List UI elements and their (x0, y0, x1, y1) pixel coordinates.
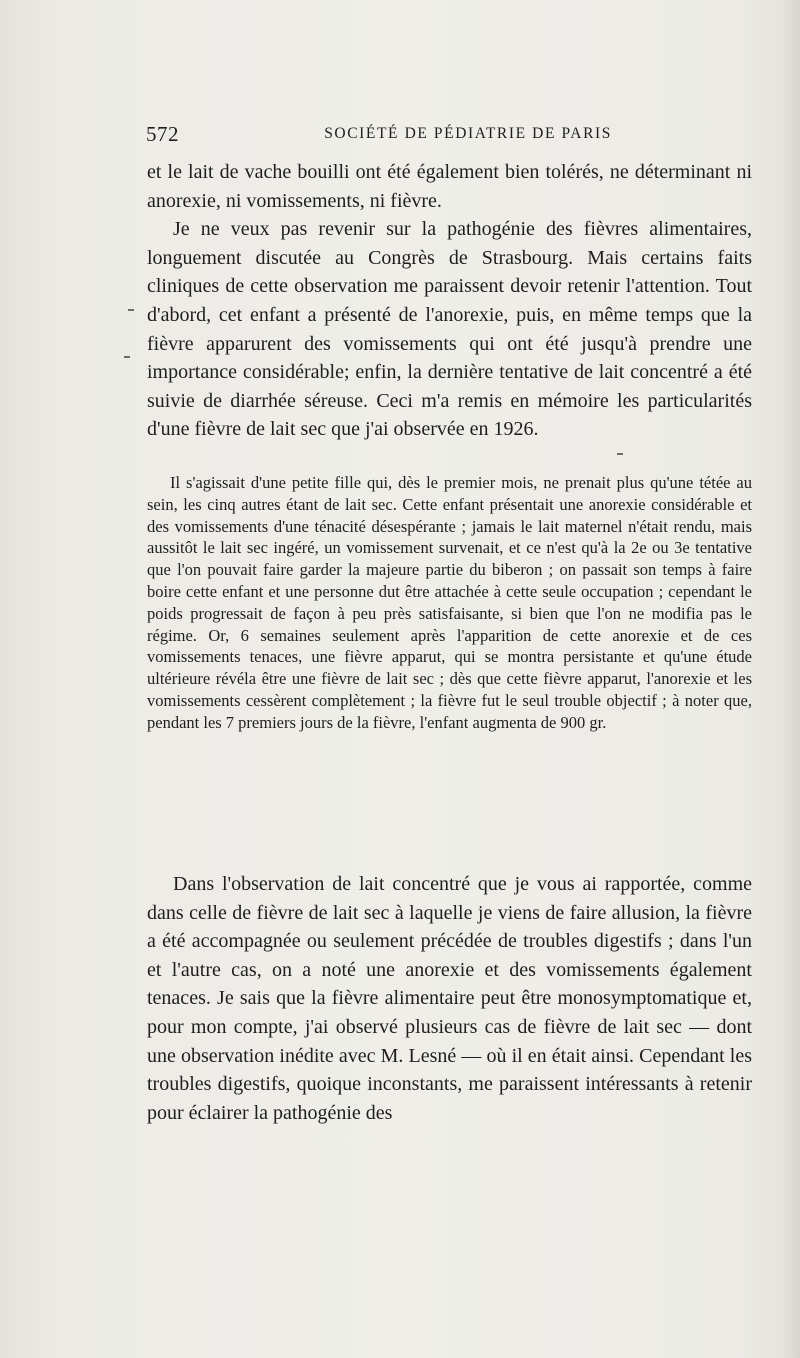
scan-shadow (782, 0, 800, 1358)
margin-mark (128, 309, 134, 311)
page-number: 572 (146, 122, 179, 146)
margin-mark (617, 453, 623, 455)
continued-paragraph: et le lait de vache bouilli ont été également bien tolérés, ne déterminant ni anorexie, ni vomissements, ni fièvre. (147, 161, 752, 212)
running-head: SOCIÉTÉ DE PÉDIATRIE DE PARIS (324, 125, 612, 142)
page-header (146, 122, 612, 146)
pathogenesis-paragraph: Je ne veux pas revenir sur la pathogénie des fièvres alimentaires, longuement discutée au Congrès de Strasbourg. Mais certains faits cliniques de cette observation me paraissent devoir retenir l'attention. Tout d'abord, cet enfant a présenté de l'anorexie, puis, en même temps que la fièvre apparurent des vomissements qui ont été jusqu'à prendre une importance considérable; enfin, la dernière tentative de lait concentré a été suivie de diarrhée séreuse. Ceci m'a remis en mémoire les particularités d'une fièvre de lait sec que j'ai observée en 1926. (147, 218, 752, 441)
discussion-paragraph: Dans l'observation de lait concentré que je vous ai rapportée, comme dans celle de fièvre de lait sec à laquelle je viens de faire allusion, la fièvre a été accompagnée ou seulement précédée de troubles digestifs ; dans l'un et l'autre cas, on a noté une anorexie et des vomissements également tenaces. Je sais que la fièvre alimentaire peut être monosymptomatique et, pour mon compte, j'ai observé plusieurs cas de fièvre de lait sec — dont une observation inédite avec M. Lesné — où il en était ainsi. Cependant les troubles digestifs, quoique inconstants, me paraissent intéressants à retenir pour éclairer la pathogénie des (147, 873, 752, 1124)
margin-mark (124, 356, 130, 358)
main-text (147, 158, 752, 444)
case-observation-note: Il s'agissait d'une petite fille qui, dès le premier mois, ne prenait plus qu'une tétée au sein, les cinq autres étant de lait sec. Cette enfant présentait une anorexie considérable et des vomissements d'une ténacité désespérante ; jamais le lait maternel n'était rendu, mais aussitôt le lait sec ingéré, un vomissement survenait, et ce n'est qu'à la 2e ou 3e tentative que l'on pouvait faire garder la majeure partie du biberon ; on passait son temps à faire boire cette enfant et une personne dut être attachée à cette seule occupation ; cependant le poids progressait de façon à peu près satisfaisante, si bien que l'on ne modifia pas le régime. Or, 6 semaines seulement après l'apparition de cette anorexie et de ces vomissements tenaces, une fièvre apparut, qui se montra persistante et qu'une étude ultérieure révéla être une fièvre de lait sec ; dès que cette fièvre apparut, l'anorexie et les vomissements cessèrent complètement ; la fièvre fut le seul trouble objectif ; à noter que, pendant les 7 premiers jours de la fièvre, l'enfant augmenta de 900 gr. (147, 473, 752, 732)
